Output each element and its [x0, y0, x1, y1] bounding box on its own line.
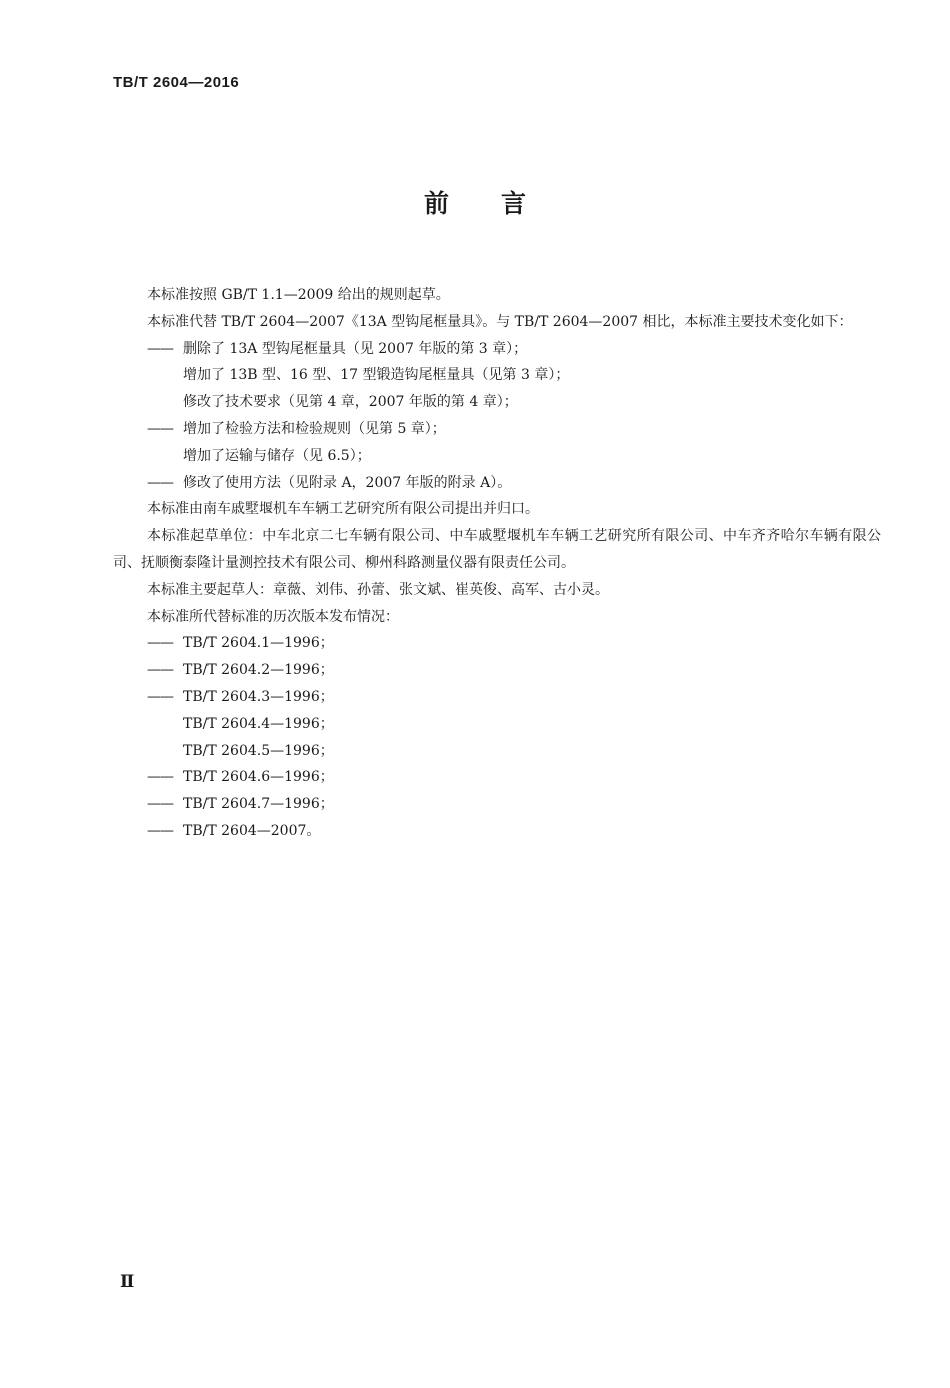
dash-marker: ——	[147, 822, 173, 839]
changes-list	[113, 336, 881, 497]
list-item	[113, 764, 881, 791]
list-item-text: TB/T 2604.5—1996；	[183, 742, 334, 759]
standard-code: TB/T 2604—2016	[113, 74, 240, 91]
drafting-units-paragraph: 本标准起草单位：中车北京二七车辆有限公司、中车戚墅堰机车车辆工艺研究所有限公司、中车齐齐哈尔车辆有限公司、抚顺衡泰隆计量测控技术有限公司、柳州科路测量仪器有限责任公司。	[113, 528, 881, 571]
page-number: Ⅱ	[120, 1272, 135, 1292]
list-item	[113, 336, 881, 363]
history-intro-paragraph: 本标准所代替标准的历次版本发布情况：	[147, 608, 399, 625]
list-item-text: 增加了 13B 型、16 型、17 型锻造钩尾框量具（见第 3 章）；	[183, 367, 570, 384]
list-item	[113, 684, 881, 711]
page-title: 前言	[423, 189, 578, 218]
dash-marker: ——	[147, 796, 173, 813]
dash-marker: ——	[147, 474, 173, 491]
list-item-text: 增加了检验方法和检验规则（见第 5 章）；	[183, 420, 446, 437]
drafting-rule-paragraph: 本标准按照 GB/T 1.1—2009 给出的规则起草。	[147, 287, 450, 303]
list-item	[113, 711, 881, 738]
dash-marker: ——	[147, 340, 173, 357]
dash-marker: ——	[147, 420, 173, 437]
dash-marker: ——	[147, 635, 173, 652]
list-item-text: 增加了运输与储存（见 6.5）；	[183, 447, 371, 464]
list-item	[113, 389, 881, 416]
list-item-text: 删除了 13A 型钩尾框量具（见 2007 年版的第 3 章）；	[183, 340, 528, 357]
list-item-text: 修改了技术要求（见第 4 章，2007 年版的第 4 章）；	[183, 394, 518, 411]
dash-marker: ——	[147, 769, 173, 786]
list-item-text: TB/T 2604.1—1996；	[183, 635, 334, 652]
list-item	[113, 443, 881, 470]
list-item	[113, 657, 881, 684]
list-item-text: TB/T 2604—2007。	[183, 822, 321, 839]
list-item-text: 修改了使用方法（见附录 A，2007 年版的附录 A）。	[183, 474, 512, 491]
list-item-text: TB/T 2604.2—1996；	[183, 662, 334, 679]
history-list	[113, 630, 881, 844]
list-item-text: TB/T 2604.4—1996；	[183, 715, 334, 732]
list-item	[113, 416, 881, 443]
list-item	[113, 738, 881, 765]
replacement-paragraph: 本标准代替 TB/T 2604—2007《13A 型钩尾框量具》。与 TB/T 2604—2007 相比，本标准主要技术变化如下：	[147, 313, 853, 330]
list-item	[113, 818, 881, 845]
list-item-text: TB/T 2604.7—1996；	[183, 796, 334, 813]
list-item	[113, 630, 881, 657]
list-item	[113, 362, 881, 389]
list-item	[113, 470, 881, 497]
list-item	[113, 791, 881, 818]
proposer-paragraph: 本标准由南车戚墅堰机车车辆工艺研究所有限公司提出并归口。	[147, 501, 539, 518]
drafters-paragraph: 本标准主要起草人：章薇、刘伟、孙蕾、张文斌、崔英俊、高军、古小灵。	[147, 581, 609, 598]
list-item-text: TB/T 2604.6—1996；	[183, 769, 334, 786]
foreword-body	[113, 282, 881, 845]
dash-marker: ——	[147, 688, 173, 705]
dash-marker: ——	[147, 662, 173, 679]
list-item-text: TB/T 2604.3—1996；	[183, 688, 334, 705]
